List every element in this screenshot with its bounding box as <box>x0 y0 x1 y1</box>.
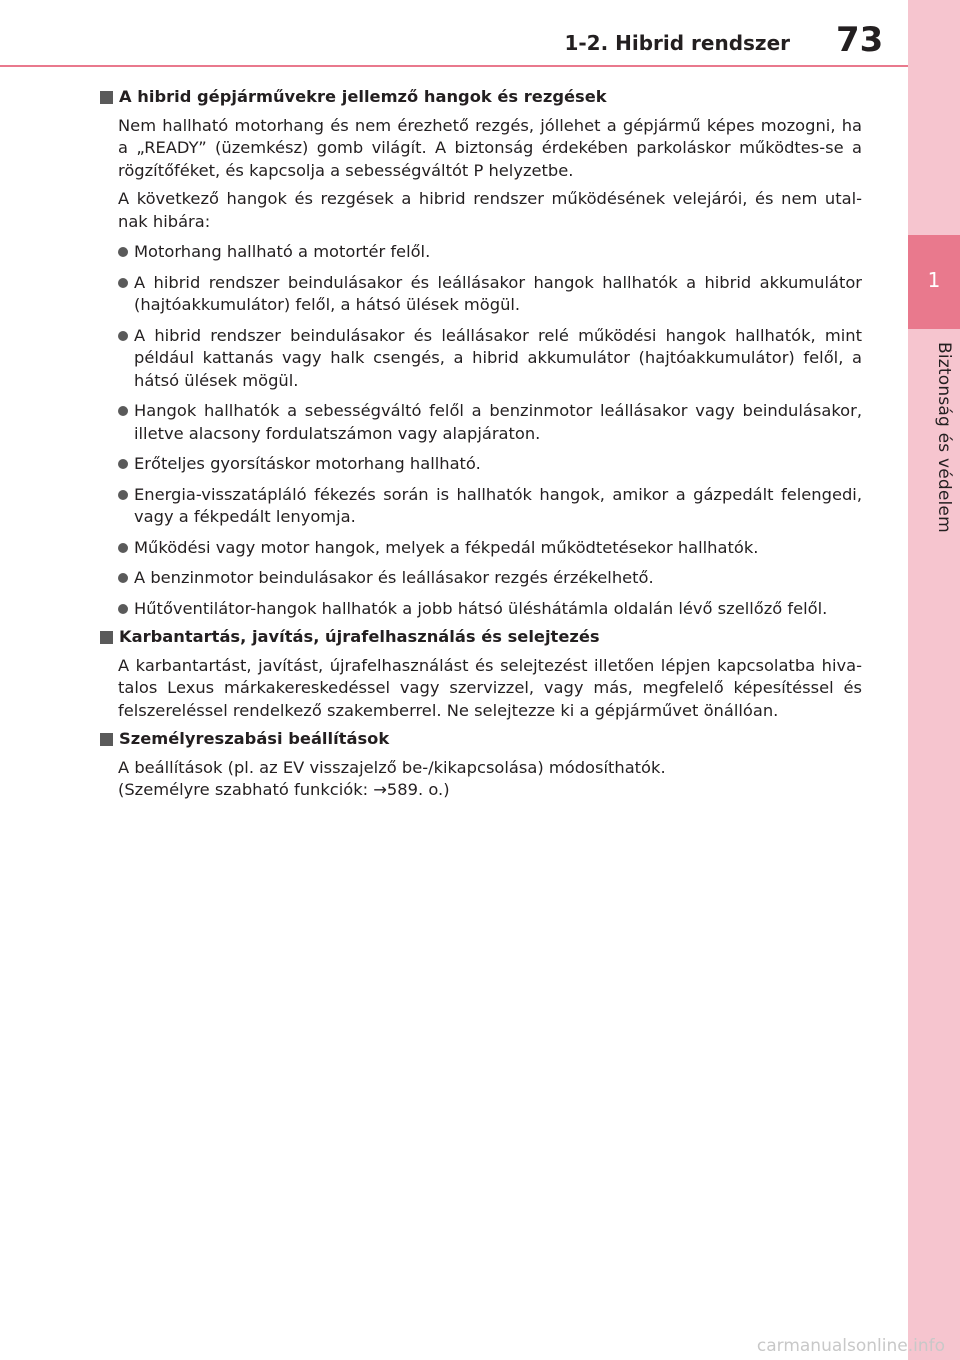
list-item-text: Energia-visszatápláló fékezés során is hallhatók hangok, amikor a gázpedált felengedi, vagy a fékpedált lenyomja. <box>134 484 862 526</box>
section-heading <box>100 626 862 649</box>
square-bullet-icon <box>100 91 113 104</box>
side-tab <box>908 0 960 1360</box>
chapter-number: 1 <box>927 268 941 292</box>
paragraph: Nem hallható motorhang és nem érezhető rezgés, jóllehet a gépjármű képes mozogni, ha a „READY” (üzemkész) gomb világít. A biztonság érdekében parkoláskor működtes-se a rögzítőféket, és kapcsolja a sebességváltót P helyzetbe. <box>118 115 862 180</box>
list-item-text: Erőteljes gyorsításkor motorhang hallható. <box>134 454 481 473</box>
paragraph: A következő hangok és rezgések a hibrid rendszer működésének velejárói, és nem utal-nak hibára: <box>118 189 862 231</box>
list-item-text: A benzinmotor beindulásakor és leállásakor rezgés érzékelhető. <box>134 568 654 587</box>
page-number: 73 <box>836 20 884 60</box>
list-item <box>118 272 862 317</box>
paragraph: A beállítások (pl. az EV visszajelző be-/kikapcsolása) módosíthatók. <box>118 757 666 777</box>
square-bullet-icon <box>100 631 113 644</box>
round-bullet-icon <box>118 247 128 257</box>
round-bullet-icon <box>118 459 128 469</box>
section-heading-text: Karbantartás, javítás, újrafelhasználás és selejtezés <box>119 627 600 646</box>
list-item-text: Hangok hallhatók a sebességváltó felől a benzinmotor leállásakor vagy beindulásakor, illetve alacsony fordulatszámon vagy alapjáraton. <box>134 401 862 443</box>
section-heading-text: Személyreszabási beállítások <box>119 729 390 748</box>
list-item <box>118 598 862 621</box>
page-reference[interactable]: (Személyre szabható funkciók: →589. o.) <box>118 780 450 799</box>
round-bullet-icon <box>118 331 128 341</box>
list-item-text: Működési vagy motor hangok, melyek a fékpedál működtetésekor hallhatók. <box>134 537 759 557</box>
header-divider <box>0 65 908 67</box>
list-item <box>118 537 862 560</box>
page-content <box>100 80 862 802</box>
watermark: carmanualsonline.info <box>756 1336 945 1356</box>
section-heading <box>100 728 862 751</box>
list-item-text: Motorhang hallható a motortér felől. <box>134 242 431 261</box>
list-item-text: A hibrid rendszer beindulásakor és leállásakor relé működési hangok hallhatók, mint például kattanás vagy halk csengés, a hibrid akkumulátor (hajtóakkumulátor) felől, a hátsó ülések mögül. <box>134 325 862 390</box>
section-heading <box>100 86 862 109</box>
round-bullet-icon <box>118 490 128 500</box>
round-bullet-icon <box>118 573 128 583</box>
round-bullet-icon <box>118 543 128 553</box>
section-title: 1-2. Hibrid rendszer <box>564 31 790 55</box>
list-item <box>118 400 862 445</box>
list-item <box>118 484 862 529</box>
round-bullet-icon <box>118 604 128 614</box>
list-item <box>118 567 862 590</box>
chapter-title: Biztonság és védelem <box>934 342 954 533</box>
square-bullet-icon <box>100 733 113 746</box>
round-bullet-icon <box>118 406 128 416</box>
list-item <box>118 453 862 476</box>
section-heading-text: A hibrid gépjárművekre jellemző hangok és rezgések <box>119 87 607 106</box>
paragraph: A karbantartást, javítást, újrafelhasználást és selejtezést illetően lépjen kapcsolatba hiva-talos Lexus márkakereskedéssel vagy szervizzel, vagy más, megfelelő képesítéssel és felszereléssel rendelkező szakemberrel. Ne selejtezze ki a gépjárművet önállóan. <box>118 655 862 720</box>
list-item-text: Hűtőventilátor-hangok hallhatók a jobb hátsó üléshátámla oldalán lévő szellőző felől. <box>134 598 828 618</box>
round-bullet-icon <box>118 278 128 288</box>
list-item <box>118 325 862 393</box>
list-item-text: A hibrid rendszer beindulásakor és leállásakor hangok hallhatók a hibrid akkumulátor (hajtóakkumulátor) felől, a hátsó ülések mögül. <box>134 272 862 314</box>
list-item <box>118 241 862 264</box>
